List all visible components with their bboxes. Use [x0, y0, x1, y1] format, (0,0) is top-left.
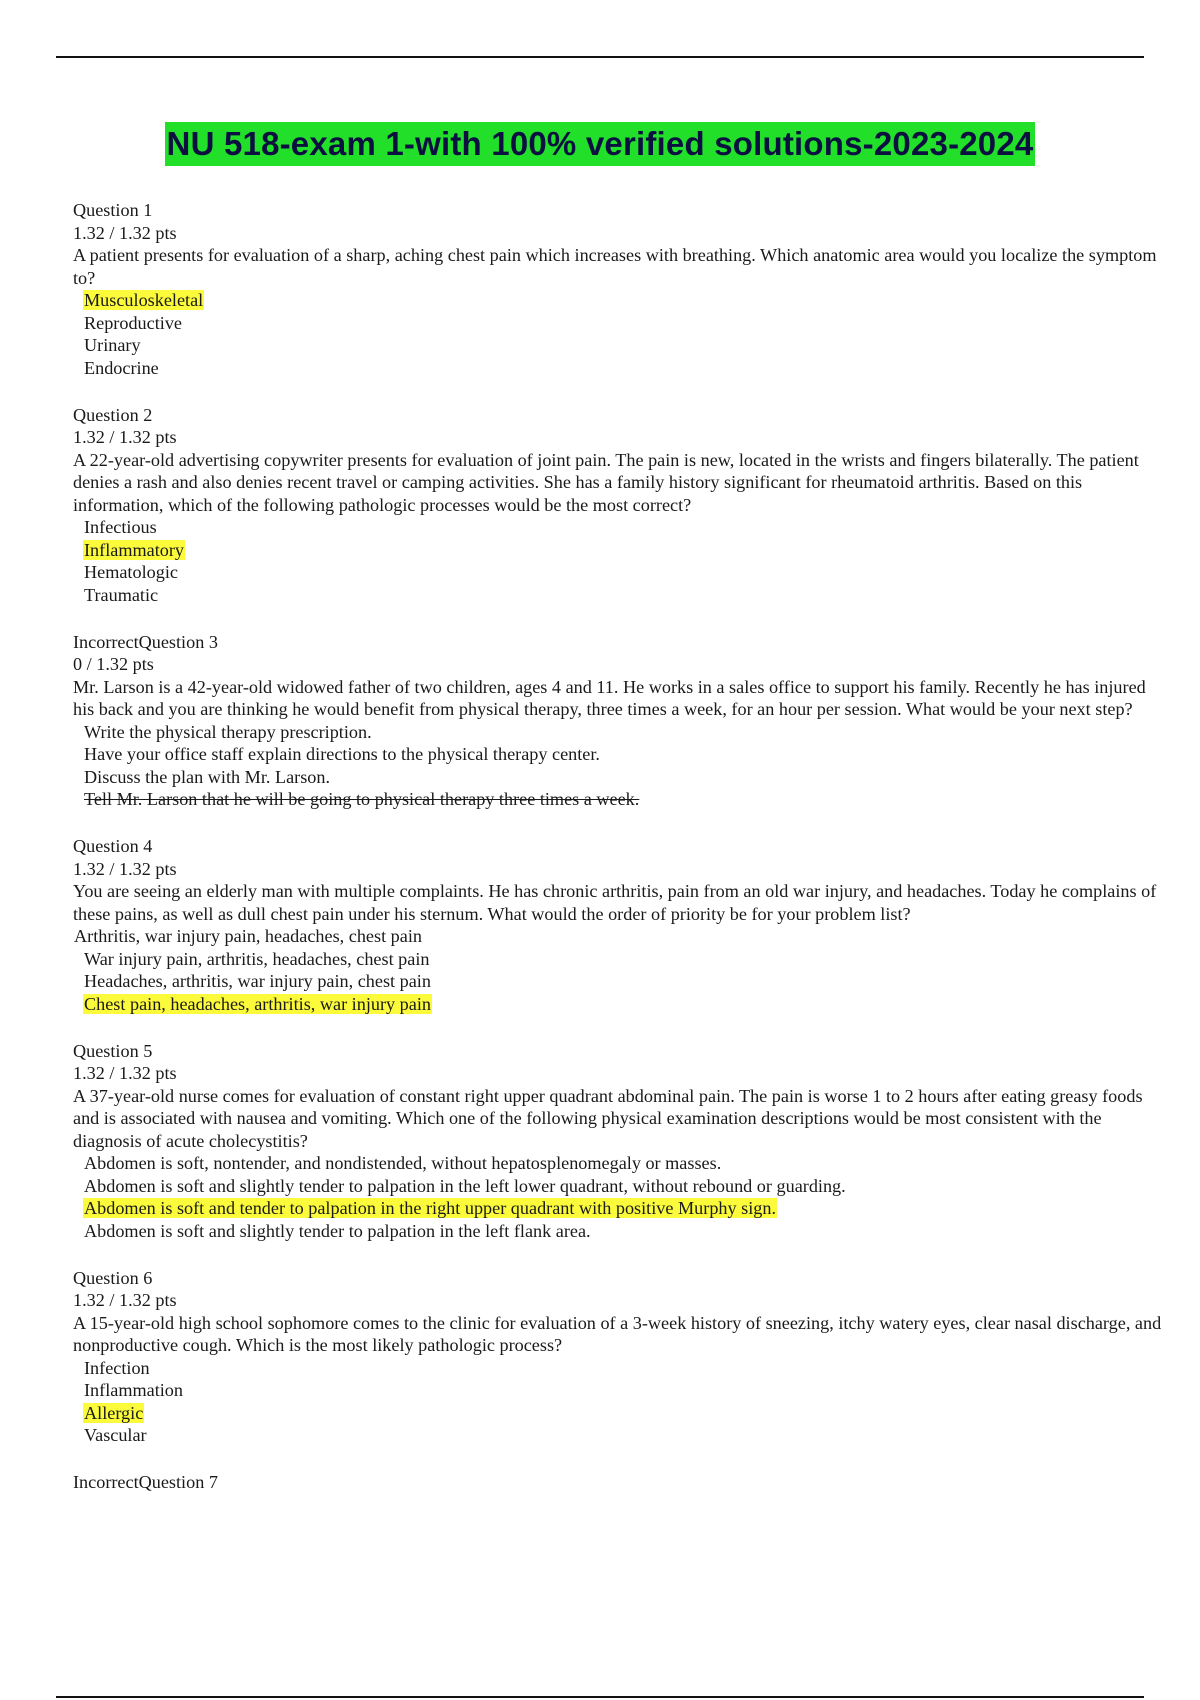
answer-option: [73, 584, 1163, 607]
answer-option-label: Abdomen is soft and slightly tender to palpation in the left lower quadrant, without rebound or guarding.: [84, 1175, 846, 1196]
question-block: [73, 835, 1163, 1015]
question-title: Question 5: [73, 1040, 153, 1061]
answer-option-label: Traumatic: [84, 584, 159, 605]
answer-option-correct: [73, 993, 1163, 1016]
question-score: 1.32 / 1.32 pts: [73, 427, 177, 447]
question-block: [73, 1471, 1163, 1494]
question-title: Question 2: [73, 404, 153, 425]
answer-option-correct: [73, 539, 1163, 562]
question-text: A 15-year-old high school sophomore comes to the clinic for evaluation of a 3-week history of sneezing, itchy watery eyes, clear nasal discharge, and nonproductive cough. Which is the most likely pathologic process?: [73, 1312, 1162, 1355]
question-block: [73, 631, 1163, 811]
answer-option-label: Abdomen is soft, nontender, and nondistended, without hepatosplenomegaly or masses.: [84, 1153, 722, 1173]
answer-option-label: Allergic: [84, 1402, 144, 1423]
question-score: 1.32 / 1.32 pts: [73, 858, 177, 879]
answer-option: [73, 721, 1163, 744]
top-rule: [56, 56, 1144, 58]
question-list: [73, 199, 1163, 1518]
answer-option-label: Arthritis, war injury pain, headaches, chest pain: [74, 926, 422, 946]
title-wrap: [0, 122, 1200, 166]
answer-option-label: War injury pain, arthritis, headaches, chest pain: [84, 948, 430, 969]
question-score: 0 / 1.32 pts: [73, 654, 154, 674]
bottom-rule: [56, 1696, 1144, 1698]
question-text: A 22-year-old advertising copywriter presents for evaluation of joint pain. The pain is new, located in the wrists and fingers bilaterally. The patient denies a rash and also denies recent travel or camping activities. She has a family history significant for rheumatoid arthritis. Based on this information, which of the following pathologic processes would be the most correct?: [73, 449, 1139, 515]
answer-option-label: Hematologic: [84, 562, 178, 582]
question-block: [73, 404, 1163, 607]
question-text: A 37-year-old nurse comes for evaluation of constant right upper quadrant abdominal pain. The pain is worse 1 to 2 hours after eating greasy foods and is associated with nausea and vomiting. Which one of the following physical examination descriptions would be most consistent with the diagnosis of acute cholecystitis?: [73, 1085, 1143, 1151]
answer-option-label: Discuss the plan with Mr. Larson.: [84, 766, 331, 787]
answer-option: [73, 1379, 1163, 1402]
question-title: IncorrectQuestion 3: [73, 631, 218, 652]
question-score: 1.32 / 1.32 pts: [73, 1063, 177, 1083]
answer-option: [73, 1152, 1163, 1175]
answer-option-label: Inflammatory: [84, 539, 184, 560]
question-title: Question 1: [73, 200, 153, 220]
answer-options: [73, 925, 1163, 1015]
answer-options: [73, 516, 1163, 606]
answer-option: [73, 334, 1163, 357]
answer-option-label: Abdomen is soft and slightly tender to palpation in the left flank area.: [84, 1220, 591, 1241]
answer-option-correct: [73, 1402, 1163, 1425]
question-score: 1.32 / 1.32 pts: [73, 1290, 177, 1310]
answer-option: [73, 743, 1163, 766]
answer-option-label: Infection: [84, 1357, 150, 1378]
answer-option: [73, 766, 1163, 789]
answer-option: [73, 1175, 1163, 1198]
answer-option: [73, 948, 1163, 971]
question-text: A patient presents for evaluation of a sharp, aching chest pain which increases with breathing. Which anatomic area would you localize the symptom to?: [73, 245, 1157, 288]
answer-option-label: Write the physical therapy prescription.: [84, 721, 372, 742]
answer-option: [73, 925, 1163, 948]
answer-option: [73, 1220, 1163, 1243]
answer-options: [73, 721, 1163, 811]
answer-option-label: Headaches, arthritis, war injury pain, chest pain: [84, 971, 431, 991]
answer-option-label: Tell Mr. Larson that he will be going to physical therapy three times a week.: [84, 789, 640, 809]
answer-option-struck: [73, 788, 1163, 811]
answer-options: [73, 289, 1163, 379]
answer-options: [73, 1357, 1163, 1447]
answer-option-label: Vascular: [84, 1425, 147, 1445]
answer-option: [73, 516, 1163, 539]
question-block: [73, 1267, 1163, 1447]
answer-option-correct: [73, 1197, 1163, 1220]
answer-option-correct: [73, 289, 1163, 312]
answer-option: [73, 357, 1163, 380]
question-title: Question 4: [73, 836, 153, 856]
question-block: [73, 1040, 1163, 1243]
question-text: You are seeing an elderly man with multiple complaints. He has chronic arthritis, pain from an old war injury, and headaches. Today he complains of these pains, as well as dull chest pain under his sternum. What would the order of priority be for your problem list?: [73, 881, 1157, 924]
answer-option-label: Inflammation: [84, 1380, 183, 1400]
question-score: 1.32 / 1.32 pts: [73, 222, 177, 243]
question-text: Mr. Larson is a 42-year-old widowed father of two children, ages 4 and 11. He works in a sales office to support his family. Recently he has injured his back and you are thinking he would benefit from physical therapy, three times a week, for an hour per session. What would be your next step?: [73, 676, 1146, 719]
question-title: Question 6: [73, 1267, 153, 1288]
answer-options: [73, 1152, 1163, 1242]
answer-option-label: Infectious: [84, 517, 157, 537]
answer-option: [73, 312, 1163, 335]
answer-option-label: Chest pain, headaches, arthritis, war injury pain: [84, 993, 431, 1014]
document-title: NU 518-exam 1-with 100% verified solutions-2023-2024: [165, 122, 1036, 166]
answer-option: [73, 1357, 1163, 1380]
answer-option-label: Reproductive: [84, 312, 182, 333]
answer-option-label: Endocrine: [84, 357, 159, 378]
question-block: [73, 199, 1163, 379]
answer-option-label: Urinary: [84, 335, 141, 355]
answer-option-label: Abdomen is soft and tender to palpation in the right upper quadrant with positive Murphy sign.: [84, 1198, 777, 1218]
answer-option-label: Have your office staff explain directions to the physical therapy center.: [84, 744, 600, 764]
question-title: IncorrectQuestion 7: [73, 1472, 218, 1492]
answer-option: [73, 1424, 1163, 1447]
answer-option-label: Musculoskeletal: [84, 290, 204, 310]
answer-option: [73, 561, 1163, 584]
answer-option: [73, 970, 1163, 993]
